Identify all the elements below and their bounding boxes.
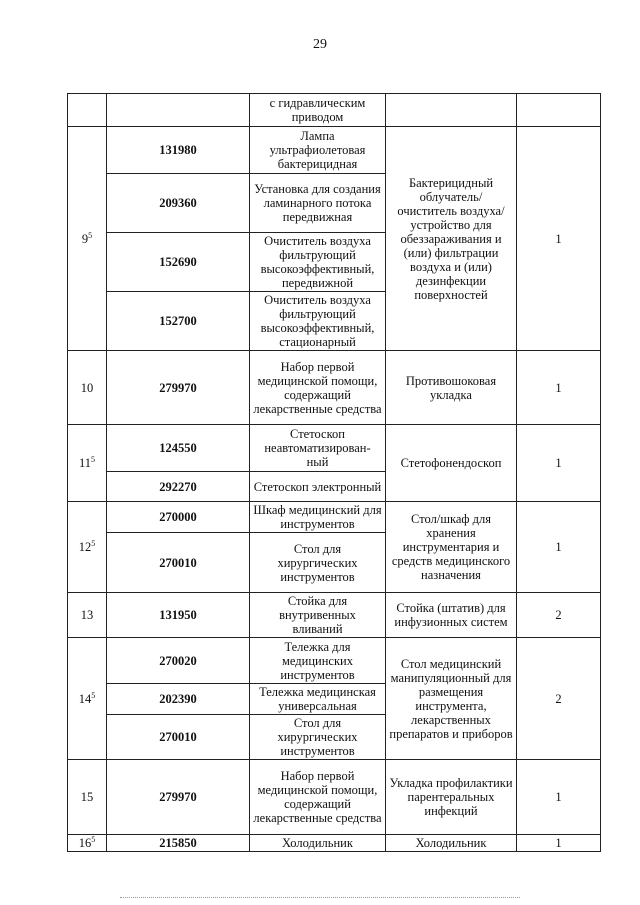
row-number-cell: 13 <box>68 593 107 638</box>
table-row <box>68 351 601 425</box>
row-number-cell <box>68 94 107 127</box>
code-cell: 152700 <box>107 292 250 351</box>
code-cell: 202390 <box>107 684 250 715</box>
name-cell: Установка для создания ламинарного потока передвижная <box>250 174 386 233</box>
code-cell: 270000 <box>107 502 250 533</box>
name-cell: с гидравлическим приводом <box>250 94 386 127</box>
code-cell: 131980 <box>107 127 250 174</box>
qty-cell: 1 <box>517 127 601 351</box>
qty-cell: 1 <box>517 351 601 425</box>
row-number-cell: $14^5$ <box>68 638 107 760</box>
purpose-cell: Укладка профилактики парентеральных инфекций <box>386 760 517 835</box>
table-row <box>68 94 601 127</box>
purpose-cell: Стол/шкаф для хранения инструментария и средств медицинского назначения <box>386 502 517 593</box>
name-cell: Стетоскоп неавтоматизирован- ный <box>250 425 386 472</box>
purpose-cell: Стол медицинский манипуляционный для размещения инструмента, лекарственных препаратов и приборов <box>386 638 517 760</box>
table-row <box>68 127 601 174</box>
name-cell: Набор первой медицинской помощи, содержащий лекарственные средства <box>250 760 386 835</box>
code-cell: 131950 <box>107 593 250 638</box>
qty-cell: 1 <box>517 425 601 502</box>
row-number-cell: $11^5$ <box>68 425 107 502</box>
name-cell: Стойка для внутривенных вливаний <box>250 593 386 638</box>
page-bottom-divider <box>120 897 520 898</box>
code-cell: 152690 <box>107 233 250 292</box>
code-cell: 124550 <box>107 425 250 472</box>
name-cell: Набор первой медицинской помощи, содержащий лекарственные средства <box>250 351 386 425</box>
qty-cell <box>517 94 601 127</box>
name-cell: Лампа ультрафиолетовая бактерицидная <box>250 127 386 174</box>
name-cell: Стетоскоп электронный <box>250 472 386 502</box>
purpose-cell: Стетофонендоскоп <box>386 425 517 502</box>
name-cell: Холодильник <box>250 835 386 852</box>
code-cell: 279970 <box>107 351 250 425</box>
table-row <box>68 593 601 638</box>
name-cell: Тележка для медицинских инструментов <box>250 638 386 684</box>
table-row <box>68 502 601 533</box>
qty-cell: 1 <box>517 502 601 593</box>
purpose-cell: Бактерицидный облучатель/ очиститель воздуха/ устройство для обеззараживания и (или) фильтрации воздуха и (или) дезинфекции поверхностей <box>386 127 517 351</box>
name-cell: Тележка медицинская универсальная <box>250 684 386 715</box>
row-number-cell: $9^5$ <box>68 127 107 351</box>
table-row <box>68 638 601 684</box>
code-cell: 270010 <box>107 715 250 760</box>
page-number: 29 <box>313 37 327 52</box>
row-number-cell: 15 <box>68 760 107 835</box>
row-number-cell: $12^5$ <box>68 502 107 593</box>
name-cell: Шкаф медицинский для инструментов <box>250 502 386 533</box>
purpose-cell <box>386 94 517 127</box>
purpose-cell: Стойка (штатив) для инфузионных систем <box>386 593 517 638</box>
equipment-table <box>67 93 601 852</box>
name-cell: Очиститель воздуха фильтрующий высокоэффективный, стационарный <box>250 292 386 351</box>
code-cell: 292270 <box>107 472 250 502</box>
name-cell: Стол для хирургических инструментов <box>250 533 386 593</box>
code-cell: 279970 <box>107 760 250 835</box>
name-cell: Стол для хирургических инструментов <box>250 715 386 760</box>
qty-cell: 1 <box>517 760 601 835</box>
table-row <box>68 425 601 472</box>
code-cell: 270010 <box>107 533 250 593</box>
row-number-cell: 10 <box>68 351 107 425</box>
purpose-cell: Холодильник <box>386 835 517 852</box>
code-cell <box>107 94 250 127</box>
code-cell: 209360 <box>107 174 250 233</box>
row-number-cell: $16^5$ <box>68 835 107 852</box>
code-cell: 270020 <box>107 638 250 684</box>
name-cell: Очиститель воздуха фильтрующий высокоэффективный, передвижной <box>250 233 386 292</box>
qty-cell: 2 <box>517 593 601 638</box>
table-row <box>68 760 601 835</box>
table-row <box>68 835 601 852</box>
purpose-cell: Противошоковая укладка <box>386 351 517 425</box>
code-cell: 215850 <box>107 835 250 852</box>
qty-cell: 1 <box>517 835 601 852</box>
qty-cell: 2 <box>517 638 601 760</box>
